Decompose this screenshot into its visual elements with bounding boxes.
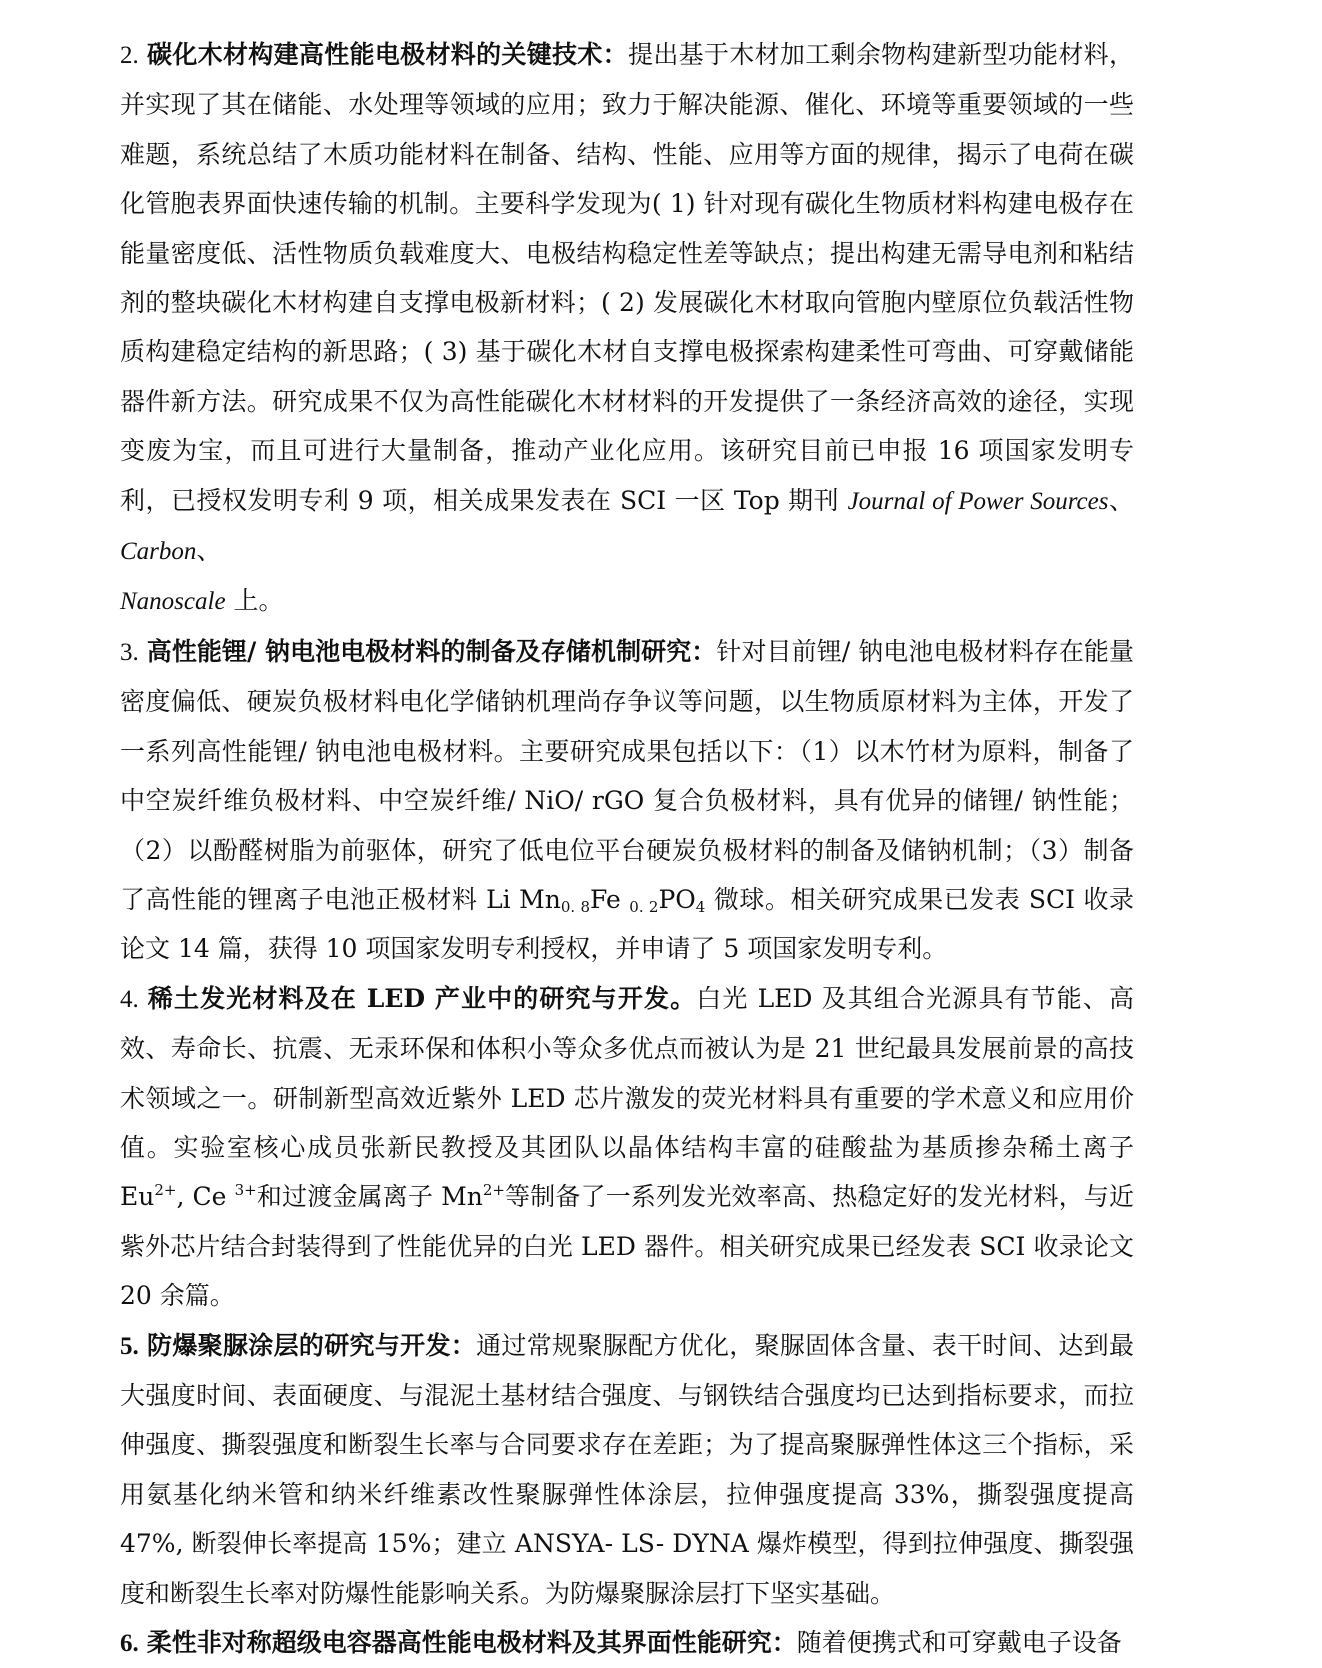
superscript: 2+ (482, 1181, 505, 1200)
section-number: 6. (120, 1630, 139, 1657)
journal-name: Nanoscale (120, 588, 226, 616)
section-3 (120, 627, 1134, 974)
section-5 (120, 1321, 1134, 1618)
section-body: 提出基于木材加工剩余物构建新型功能材料，并实现了其在储能、水处理等领域的应用；致力于解决能源、催化、环境等重要领域的一些难题，系统总结了木质功能材料在制备、结构、性能、应用等方面的规律，揭示了电荷在碳化管胞表界面快速传输的机制。主要科学发现为( 1) 针对现有碳化生物质材料构建电极存在能量密度低、活性物质负载难度大、电极结构稳定性差等缺点；提出构建无需导电剂和粘结剂的整块碳化木材构建自支撑电极新材料；( 2) 发展碳化木材取向管胞内壁原位负载活性物质构建稳定结构的新思路；( 3) 基于碳化木材自支撑电极探索构建柔性可弯曲、可穿戴储能器件新方法。研究成果不仅为高性能碳化木材材料的开发提供了一条经济高效的途径，实现变废为宝，而且可进行大量制备，推动产业化应用。该研究目前已申报 16 项国家发明专利，已授权发明专利 9 项，相关成果发表在 SCI 一区 Top 期刊 (120, 40, 1134, 515)
formula-part: PO (658, 884, 696, 914)
section-tail: 等制备了一系列发光效率高、热稳定好的发光材料，与近紫外芯片结合封装得到了性能优异的白光 LED 器件。相关研究成果已经发表 SCI 收录论文 20 余篇。 (120, 1182, 1134, 1311)
subscript: 0. 2 (629, 897, 659, 916)
formula-part: Fe (590, 884, 630, 914)
section-number: 3. (120, 638, 139, 666)
section-tail: 微球。相关研究成果已发表 SCI 收录论文 14 篇，获得 10 项国家发明专利授权，并申请了 5 项国家发明专利。 (120, 884, 1134, 964)
journal-name: Carbon (120, 538, 197, 566)
section-body: 通过常规聚脲配方优化，聚脲固体含量、表干时间、达到最大强度时间、表面硬度、与混泥土基材结合强度、与钢铁结合强度均已达到指标要求，而拉伸强度、撕裂强度和断裂生长率与合同要求存在差距；为了提高聚脲弹性体这三个指标，采用氨基化纳米管和纳米纤维素改性聚脲弹性体涂层，拉伸强度提高 33%，撕裂强度提高 47%, 断裂伸长率提高 15%；建立 ANSYA- LS- DYNA 爆炸模型，得到拉伸强度、撕裂强度和断裂生长率对防爆性能影响关系。为防爆聚脲涂层打下坚实基础。 (120, 1330, 1134, 1608)
section-2 (120, 30, 1134, 627)
superscript: 3+ (234, 1181, 257, 1200)
journal-name: Journal of Power Sources (847, 487, 1109, 515)
section-heading: 稀土发光材料及在 LED 产业中的研究与开发。 (147, 983, 697, 1013)
section-number: 4. (120, 985, 139, 1013)
section-heading: 防爆聚脲涂层的研究与开发： (147, 1330, 477, 1360)
separator: 、 (196, 536, 222, 566)
section-number: 2. (120, 42, 139, 69)
section-6 (120, 1618, 1134, 1668)
section-number: 5. (120, 1332, 139, 1360)
section-tail: 上。 (225, 586, 284, 616)
formula-part: 和过渡金属离子 Mn (256, 1182, 483, 1212)
section-body: 随着便携式和可穿戴电子设备 (796, 1628, 1122, 1657)
section-heading: 高性能锂/ 钠电池电极材料的制备及存储机制研究： (146, 636, 717, 666)
section-body: 针对目前锂/ 钠电池电极材料存在能量密度偏低、硬炭负极材料电化学储钠机理尚存争议等问题，以生物质原材料为主体，开发了一系列高性能锂/ 钠电池电极材料。主要研究成果包括以下：（1）以木竹材为原料，制备了中空炭纤维负极材料、中空炭纤维/ NiO/ rGO 复合负极材料，具有优异的储锂/ 钠性能；（2）以酚醛树脂为前驱体，研究了低电位平台硬炭负极材料的制备及储钠机制；（3）制备了高性能的锂离子电池正极材料 Li Mn (120, 636, 1134, 914)
superscript: 2+ (154, 1181, 177, 1200)
document-page (120, 30, 1134, 1668)
formula-part: , Ce (176, 1182, 235, 1212)
separator: 、 (1108, 485, 1134, 515)
section-heading: 柔性非对称超级电容器高性能电极材料及其界面性能研究： (146, 1628, 797, 1657)
subscript: 4 (695, 897, 706, 916)
section-4 (120, 974, 1134, 1321)
section-heading: 碳化木材构建高性能电极材料的关键技术： (147, 40, 628, 69)
section-body: 白光 LED 及其组合光源具有节能、高效、寿命长、抗震、无汞环保和体积小等众多优点而被认为是 21 世纪最具发展前景的高技术领域之一。研制新型高效近紫外 LED 芯片激发的荧光材料具有重要的学术意义和应用价值。实验室核心成员张新民教授及其团队以晶体结构丰富的硅酸盐为基质掺杂稀土离子 Eu (120, 983, 1134, 1212)
subscript: 0. 8 (560, 897, 591, 916)
